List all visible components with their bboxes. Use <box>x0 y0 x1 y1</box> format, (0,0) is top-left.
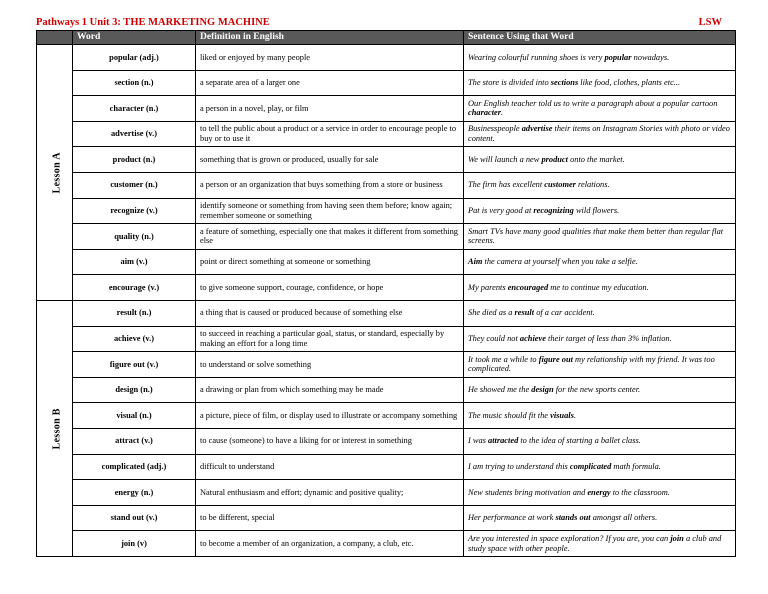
highlighted-word: recognizing <box>533 206 574 216</box>
sentence-cell: The store is divided into sections like food, clothes, plants etc... <box>464 70 736 96</box>
lesson-label: Lesson A <box>51 151 63 193</box>
word-cell: visual (n.) <box>73 403 196 429</box>
word-cell: encourage (v.) <box>73 275 196 301</box>
word-cell: aim (v.) <box>73 249 196 275</box>
table-row <box>37 352 736 378</box>
table-row <box>37 300 736 326</box>
column-header-sentence: Sentence Using that Word <box>464 31 736 45</box>
highlighted-word: result <box>514 308 535 318</box>
definition-cell: to give someone support, courage, confidence, or hope <box>196 275 464 301</box>
definition-cell: a person in a novel, play, or film <box>196 96 464 122</box>
sentence-cell: Our English teacher told us to write a paragraph about a popular cartoon character. <box>464 96 736 122</box>
definition-cell: identify someone or something from having seen them before; know again; remember someone or something <box>196 198 464 224</box>
highlighted-word: design <box>531 385 554 395</box>
sentence-cell: Aim the camera at yourself when you take a selfie. <box>464 249 736 275</box>
definition-cell: a drawing or plan from which something may be made <box>196 377 464 403</box>
sentence-cell: Businesspeople advertise their items on Instagram Stories with photo or video content. <box>464 121 736 147</box>
sentence-cell: The music should fit the visuals. <box>464 403 736 429</box>
table-row <box>37 531 736 557</box>
word-cell: result (n.) <box>73 300 196 326</box>
word-cell: stand out (v.) <box>73 505 196 531</box>
sentence-cell: He showed me the design for the new sports center. <box>464 377 736 403</box>
sentence-cell: Wearing colourful running shoes is very popular nowadays. <box>464 45 736 71</box>
definition-cell: point or direct something at someone or something <box>196 249 464 275</box>
word-cell: join (v) <box>73 531 196 557</box>
definition-cell: liked or enjoyed by many people <box>196 45 464 71</box>
table-row <box>37 377 736 403</box>
sentence-cell: It took me a while to figure out my relationship with my friend. It was too complicated. <box>464 352 736 378</box>
word-cell: figure out (v.) <box>73 352 196 378</box>
highlighted-word: visuals <box>550 410 574 420</box>
table-row <box>37 96 736 122</box>
word-cell: quality (n.) <box>73 224 196 250</box>
highlighted-word: energy <box>587 487 611 497</box>
definition-cell: to understand or solve something <box>196 352 464 378</box>
highlighted-word: figure out <box>538 354 573 364</box>
table-row <box>37 454 736 480</box>
definition-cell: to succeed in reaching a particular goal, status, or standard, especially by making an effort for a long time <box>196 326 464 352</box>
definition-cell: a feature of something, especially one that makes it different from something else <box>196 224 464 250</box>
table-header-row <box>37 31 736 45</box>
sentence-cell: New students bring motivation and energy to the classroom. <box>464 480 736 506</box>
lesson-label-cell <box>37 45 73 301</box>
word-cell: attract (v.) <box>73 428 196 454</box>
table-row <box>37 70 736 96</box>
definition-cell: a person or an organization that buys something from a store or business <box>196 172 464 198</box>
word-cell: recognize (v.) <box>73 198 196 224</box>
highlighted-word: complicated <box>569 462 612 471</box>
highlighted-word: sections <box>550 78 579 88</box>
table-row <box>37 121 736 147</box>
table-row <box>37 505 736 531</box>
definition-cell: to be different, special <box>196 505 464 531</box>
word-cell: complicated (adj.) <box>73 454 196 480</box>
sentence-cell: Are you interested in space exploration? If you are, you can join a club and study space with other people. <box>464 531 736 557</box>
table-row <box>37 147 736 173</box>
word-cell: design (n.) <box>73 377 196 403</box>
table-row <box>37 326 736 352</box>
table-row <box>37 275 736 301</box>
lesson-label: Lesson B <box>51 407 63 449</box>
definition-cell: to become a member of an organization, a company, a club, etc. <box>196 531 464 557</box>
highlighted-word: popular <box>604 52 632 62</box>
highlighted-word: character <box>468 108 502 118</box>
highlighted-word: stands out <box>555 513 591 523</box>
sentence-cell: My parents encouraged me to continue my education. <box>464 275 736 301</box>
word-cell: section (n.) <box>73 70 196 96</box>
table-row <box>37 403 736 429</box>
highlighted-word: encouraged <box>507 282 549 292</box>
unit-title: Pathways 1 Unit 3: THE MARKETING MACHINE <box>36 17 270 28</box>
definition-cell: difficult to understand <box>196 454 464 480</box>
sentence-cell: They could not achieve their target of less than 3% inflation. <box>464 326 736 352</box>
highlighted-word: attracted <box>488 436 519 446</box>
highlighted-word: join <box>670 533 684 543</box>
sentence-cell: Smart TVs have many good qualities that make them better than regular flat screens. <box>464 224 736 250</box>
table-row <box>37 172 736 198</box>
definition-cell: something that is grown or produced, usually for sale <box>196 147 464 173</box>
lesson-label-cell <box>37 300 73 556</box>
document-header <box>36 16 722 30</box>
definition-cell: a picture, piece of film, or display used to illustrate or accompany something <box>196 403 464 429</box>
author-initials: LSW <box>698 17 722 28</box>
table-body <box>37 45 736 557</box>
word-cell: product (n.) <box>73 147 196 173</box>
table-row <box>37 480 736 506</box>
column-header-lesson <box>37 31 73 45</box>
sentence-cell: We will launch a new product onto the market. <box>464 147 736 173</box>
definition-cell: Natural enthusiasm and effort; dynamic and positive quality; <box>196 480 464 506</box>
definition-cell: a thing that is caused or produced because of something else <box>196 300 464 326</box>
table-row <box>37 428 736 454</box>
highlighted-word: achieve <box>519 334 546 344</box>
table-row <box>37 224 736 250</box>
highlighted-word: Aim <box>468 257 483 267</box>
table-row <box>37 198 736 224</box>
table-row <box>37 45 736 71</box>
word-cell: character (n.) <box>73 96 196 122</box>
column-header-word: Word <box>73 31 196 45</box>
sentence-cell: She died as a result of a car accident. <box>464 300 736 326</box>
word-cell: customer (n.) <box>73 172 196 198</box>
sentence-cell: I am trying to understand this complicated math formula. <box>464 454 736 480</box>
highlighted-word: advertise <box>521 124 553 134</box>
sentence-cell: The firm has excellent customer relations. <box>464 172 736 198</box>
definition-cell: a separate area of a larger one <box>196 70 464 96</box>
vocabulary-table <box>36 30 736 557</box>
definition-cell: to tell the public about a product or a service in order to encourage people to buy or to use it <box>196 121 464 147</box>
sentence-cell: I was attracted to the idea of starting a ballet class. <box>464 428 736 454</box>
table-row <box>37 249 736 275</box>
word-cell: popular (adj.) <box>73 45 196 71</box>
definition-cell: to cause (someone) to have a liking for or interest in something <box>196 428 464 454</box>
highlighted-word: product <box>541 154 568 164</box>
column-header-definition: Definition in English <box>196 31 464 45</box>
sentence-cell: Pat is very good at recognizing wild flowers. <box>464 198 736 224</box>
word-cell: energy (n.) <box>73 480 196 506</box>
highlighted-word: customer <box>544 180 576 190</box>
word-cell: advertise (v.) <box>73 121 196 147</box>
word-cell: achieve (v.) <box>73 326 196 352</box>
sentence-cell: Her performance at work stands out amongst all others. <box>464 505 736 531</box>
